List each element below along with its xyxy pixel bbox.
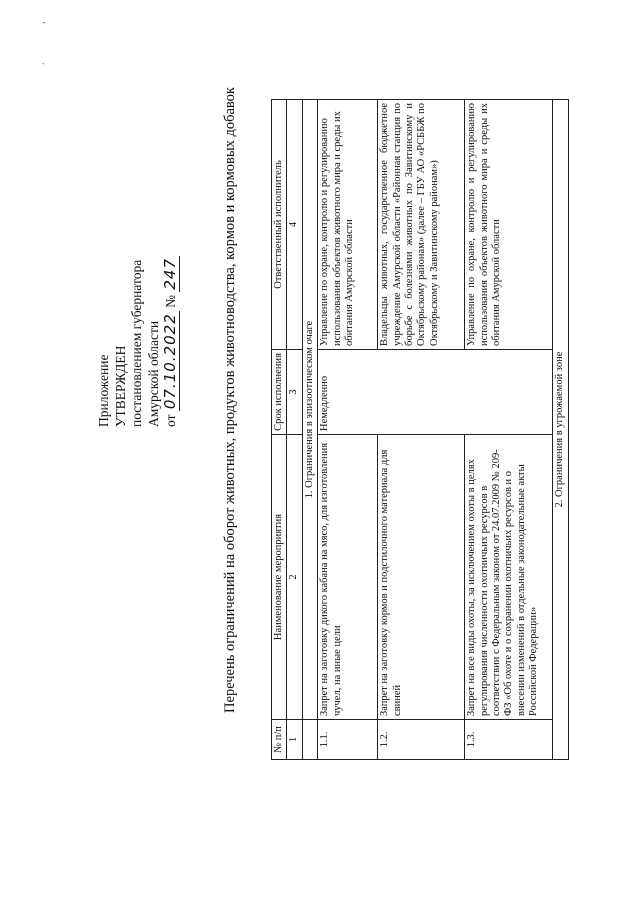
row-executor: Управление по охране, контролю и регулированию использования объектов животного мира и среды их обитания Амурской области (318, 100, 378, 350)
restrictions-table (271, 99, 569, 760)
approval-date-line (162, 256, 180, 427)
row-name: Запрет на все виды охоты, за исключением охоты в целях регулирования численности охотничьих ресурсов в соответствии с Федеральным законом от 24.07.2009 № 209-ФЗ «Об охоте и о сохранении охотничьих ресурсов и о внесении изменений в отдельные законодательные акты Российской Федерации» (465, 435, 553, 720)
approval-decree: постановлением губернатора (129, 259, 144, 427)
approval-approved: УТВЕРЖДЕН (112, 345, 128, 427)
header-executor: Ответственный исполнитель (272, 100, 287, 350)
section-row (553, 100, 568, 760)
section-num-cell (302, 720, 317, 760)
header-row (272, 100, 287, 760)
row-term: Немедленно (318, 350, 553, 435)
section-title: 2. Ограничения в угрожаемой зоне (553, 100, 568, 760)
header-name: Наименование мероприятия (272, 435, 287, 720)
row-num: 1.3. (465, 720, 553, 760)
row-num: 1.1. (318, 720, 378, 760)
header-num: № п/п (272, 720, 287, 760)
handwritten-date: 07.10.2022 (161, 313, 179, 410)
approval-appendix: Приложение (96, 354, 111, 427)
section-row (302, 100, 317, 760)
row-executor: Владельцы животных, государственное бюджетное учреждение Амурской области «Районная станция по борьбе с болезнями животных по Завитинскому и Октябрьскому районам» (далее – ГБУ АО «РСББЖ по Октябрьскому и Завитинскому районам») (378, 100, 465, 350)
col-number: 1 (287, 720, 302, 760)
approval-region: Амурской области (145, 320, 161, 427)
row-executor: Управление по охране, контролю и регулированию использования объектов животного мира и среды их обитания Амурской области (465, 100, 553, 350)
col-number: 4 (287, 100, 302, 350)
number-prefix: № (163, 294, 178, 308)
approval-block (96, 256, 180, 427)
section-title: 1. Ограничения в эпизоотическом очаге (302, 100, 317, 720)
table-row (318, 100, 378, 760)
date-prefix: от (163, 414, 178, 427)
row-name: Запрет на заготовку кормов и подстилочного материала для свиней (378, 435, 465, 720)
row-name: Запрет на заготовку дикого кабана на мясо, для изготовления чучел, на иные цели (318, 435, 378, 720)
header-numbers-row (287, 100, 302, 760)
handwritten-number: 247 (161, 257, 179, 290)
col-number: 2 (287, 435, 302, 720)
scan-marks: . , (36, 3, 47, 65)
page-title: Перечень ограничений на оборот животных, продуктов животноводства, кормов и кормовых добавок (222, 87, 238, 713)
col-number: 3 (287, 350, 302, 435)
row-num: 1.2. (378, 720, 465, 760)
header-term: Срок исполнения (272, 350, 287, 435)
